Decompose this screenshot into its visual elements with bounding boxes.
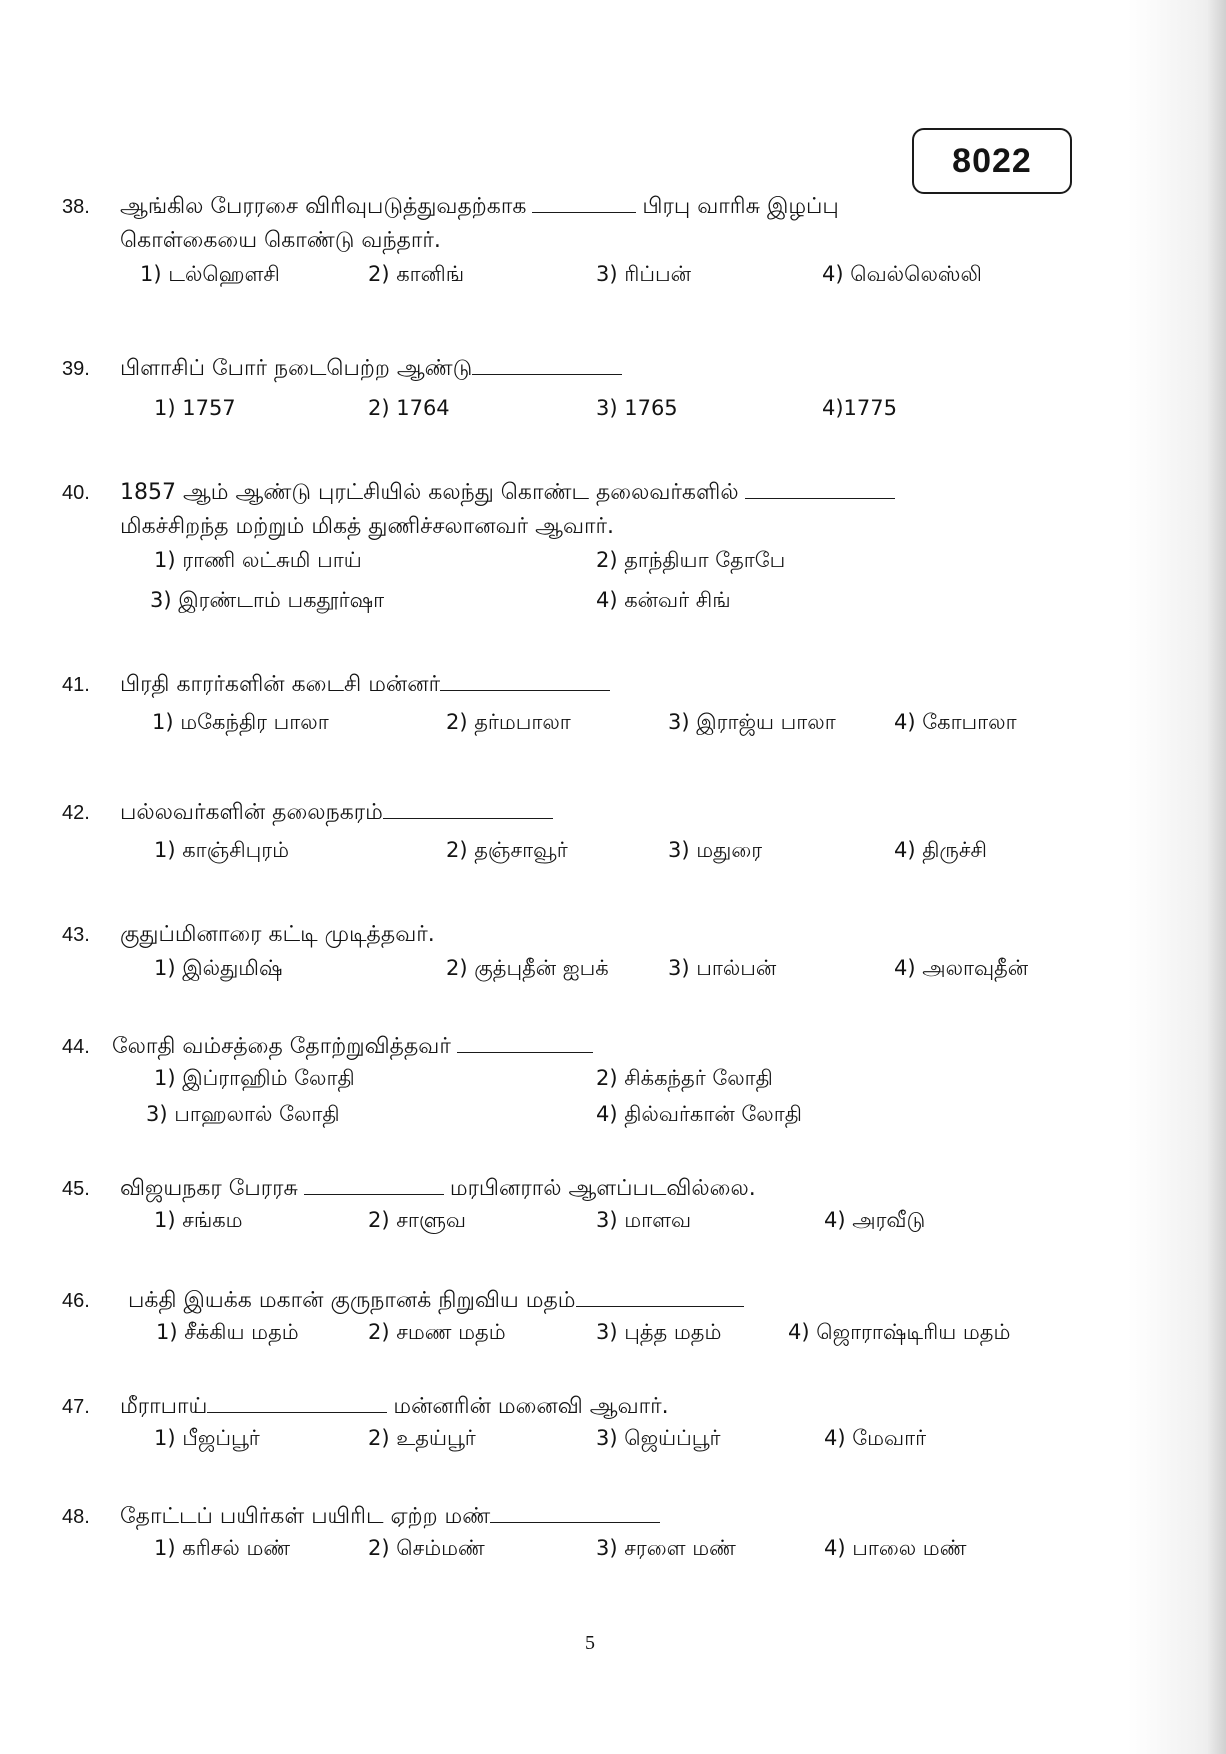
- question-text: லோதி வம்சத்தை தோற்றுவித்தவர்: [112, 1034, 451, 1059]
- question-38: [62, 190, 1072, 302]
- option-3[interactable]: 3) மதுரை: [668, 838, 763, 862]
- option-1[interactable]: 1) கரிசல் மண்: [154, 1536, 291, 1560]
- question-text-line2: மிகச்சிறந்த மற்றும் மிகத் துணிச்சலானவர் ஆவார்.: [120, 514, 615, 539]
- question-number: 45.: [62, 1178, 90, 1200]
- question-text: விஜயநகர பேரரசு: [120, 1176, 298, 1201]
- question-46: [62, 1284, 1072, 1360]
- question-number: 41.: [62, 674, 90, 696]
- page-edge-shadow: [1208, 0, 1226, 1754]
- option-2[interactable]: 2) 1764: [368, 396, 450, 420]
- question-number: 47.: [62, 1396, 90, 1418]
- question-text: ஆங்கில பேரரசை விரிவுபடுத்துவதற்காக: [120, 194, 527, 219]
- options-row: [62, 1536, 1072, 1576]
- option-3[interactable]: 3) இரண்டாம் பகதூர்ஷா: [150, 588, 385, 612]
- answer-blank: [383, 818, 553, 819]
- option-4[interactable]: 4)1775: [822, 396, 897, 420]
- options-row: [62, 1102, 1072, 1142]
- option-1[interactable]: 1) மகேந்திர பாலா: [152, 710, 329, 734]
- option-1[interactable]: 1) ராணி லட்சுமி பாய்: [154, 548, 362, 572]
- option-4[interactable]: 4) அலாவுதீன்: [894, 956, 1029, 980]
- option-4[interactable]: 4) கன்வர் சிங்: [596, 588, 731, 612]
- option-2[interactable]: 2) தஞ்சாவூர்: [446, 838, 568, 862]
- question-text-line2: கொள்கையை கொண்டு வந்தார்.: [120, 228, 441, 253]
- question-text: குதுப்மினாரை கட்டி முடித்தவர்.: [120, 922, 435, 947]
- question-48: [62, 1500, 1072, 1576]
- question-number: 43.: [62, 924, 90, 946]
- option-3[interactable]: 3) மாளவ: [596, 1208, 692, 1232]
- option-1[interactable]: 1) 1757: [154, 396, 236, 420]
- answer-blank: [440, 690, 610, 691]
- question-42: [62, 796, 1072, 878]
- question-text: மீராபாய்: [120, 1394, 208, 1419]
- question-number: 42.: [62, 802, 90, 824]
- option-2[interactable]: 2) சாளுவ: [368, 1208, 467, 1232]
- options-row: [62, 1208, 1072, 1248]
- option-2[interactable]: 2) தர்மபாலா: [446, 710, 571, 734]
- option-2[interactable]: 2) கானிங்: [368, 262, 465, 286]
- paper-code-box: [912, 128, 1072, 194]
- question-45: [62, 1172, 1072, 1248]
- option-1[interactable]: 1) இல்துமிஷ்: [154, 956, 283, 980]
- option-1[interactable]: 1) பீஜப்பூர்: [154, 1426, 260, 1450]
- option-1[interactable]: 1) டல்ஹெளசி: [140, 262, 280, 286]
- page-number: 5: [585, 1632, 595, 1654]
- options-row: [62, 1066, 1072, 1106]
- option-3[interactable]: 3) ரிப்பன்: [596, 262, 691, 286]
- question-text: பிரதி காரர்களின் கடைசி மன்னர்: [120, 672, 441, 697]
- question-39: [62, 352, 1072, 436]
- option-4[interactable]: 4) ஜொராஷ்டிரிய மதம்: [788, 1320, 1011, 1344]
- option-1[interactable]: 1) காஞ்சிபுரம்: [154, 838, 290, 862]
- question-text: பல்லவர்களின் தலைநகரம்: [120, 800, 383, 825]
- answer-blank: [472, 374, 622, 375]
- option-2[interactable]: 2) செம்மண்: [368, 1536, 485, 1560]
- question-41: [62, 668, 1072, 750]
- question-number: 44.: [62, 1036, 90, 1058]
- question-text: தோட்டப் பயிர்கள் பயிரிட ஏற்ற மண்: [120, 1504, 491, 1529]
- question-number: 39.: [62, 358, 90, 380]
- question-number: 48.: [62, 1506, 90, 1528]
- options-row: [62, 1426, 1072, 1466]
- answer-blank: [457, 1052, 593, 1053]
- option-2[interactable]: 2) குத்புதீன் ஐபக்: [446, 956, 609, 980]
- answer-blank: [576, 1306, 744, 1307]
- option-3[interactable]: 3) ஜெய்ப்பூர்: [596, 1426, 721, 1450]
- option-4[interactable]: 4) மேவார்: [824, 1426, 927, 1450]
- question-43: [62, 918, 1072, 996]
- option-2[interactable]: 2) உதய்பூர்: [368, 1426, 476, 1450]
- question-44: [62, 1030, 1072, 1142]
- question-text: பிளாசிப் போர் நடைபெற்ற ஆண்டு: [120, 356, 473, 381]
- question-text: 1857 ஆம் ஆண்டு புரட்சியில் கலந்து கொண்ட தலைவர்களில்: [120, 480, 739, 505]
- option-2[interactable]: 2) சமண மதம்: [368, 1320, 506, 1344]
- options-row: [62, 396, 1072, 436]
- option-4[interactable]: 4) கோபாலா: [894, 710, 1017, 734]
- option-3[interactable]: 3) 1765: [596, 396, 678, 420]
- paper-code: 8022: [952, 141, 1032, 180]
- options-row: [62, 1320, 1072, 1360]
- question-number: 38.: [62, 196, 90, 218]
- option-4[interactable]: 4) பாலை மண்: [824, 1536, 967, 1560]
- question-text-after: பிரபு வாரிசு இழப்பு: [642, 194, 839, 219]
- question-text: பக்தி இயக்க மகான் குருநானக் நிறுவிய மதம்: [128, 1288, 576, 1313]
- answer-blank: [532, 212, 636, 213]
- option-3[interactable]: 3) பாஹலால் லோதி: [146, 1102, 340, 1126]
- options-row: [62, 588, 1072, 628]
- options-row: [62, 956, 1072, 996]
- option-1[interactable]: 1) சீக்கிய மதம்: [156, 1320, 299, 1344]
- option-3[interactable]: 3) புத்த மதம்: [596, 1320, 722, 1344]
- answer-blank: [745, 498, 895, 499]
- options-row: [62, 262, 1072, 302]
- option-3[interactable]: 3) சரளை மண்: [596, 1536, 736, 1560]
- question-47: [62, 1390, 1072, 1466]
- options-row: [62, 710, 1072, 750]
- answer-blank: [304, 1194, 444, 1195]
- answer-blank: [207, 1412, 387, 1413]
- question-number: 46.: [62, 1290, 90, 1312]
- option-3[interactable]: 3) பால்பன்: [668, 956, 777, 980]
- question-text-after: மன்னரின் மனைவி ஆவார்.: [393, 1394, 669, 1419]
- question-text-after: மரபினரால் ஆளப்படவில்லை.: [449, 1176, 756, 1201]
- question-number: 40.: [62, 482, 90, 504]
- option-3[interactable]: 3) இராஜ்ய பாலா: [668, 710, 836, 734]
- answer-blank: [490, 1522, 660, 1523]
- option-2[interactable]: 2) தாந்தியா தோபே: [596, 548, 786, 572]
- option-2[interactable]: 2) சிக்கந்தர் லோதி: [596, 1066, 773, 1090]
- options-row: [62, 548, 1072, 588]
- option-4[interactable]: 4) வெல்லெஸ்லி: [822, 262, 982, 286]
- option-4[interactable]: 4) தில்வர்கான் லோதி: [596, 1102, 802, 1126]
- options-row: [62, 838, 1072, 878]
- option-4[interactable]: 4) அரவீடு: [824, 1208, 926, 1232]
- option-1[interactable]: 1) இப்ராஹிம் லோதி: [154, 1066, 355, 1090]
- question-40: [62, 476, 1072, 628]
- option-1[interactable]: 1) சங்கம: [154, 1208, 243, 1232]
- option-4[interactable]: 4) திருச்சி: [894, 838, 987, 862]
